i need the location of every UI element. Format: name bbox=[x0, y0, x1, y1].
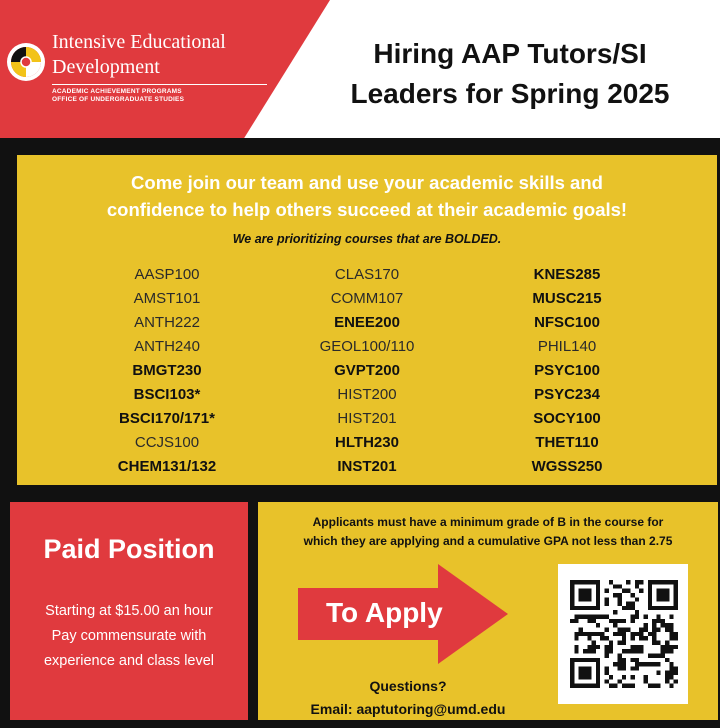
umd-seal-icon bbox=[6, 42, 46, 82]
pay-note-line1: Pay commensurate with bbox=[51, 628, 207, 644]
qr-code-icon[interactable] bbox=[570, 580, 678, 688]
course-item: BSCI170/171* bbox=[119, 410, 215, 427]
org-sub-line2: OFFICE OF UNDERGRADUATE STUDIES bbox=[52, 96, 185, 103]
intro-line1: Come join our team and use your academic skills and bbox=[131, 172, 603, 193]
headline-line1: Hiring AAP Tutors/SI bbox=[373, 38, 647, 69]
courses-panel bbox=[17, 155, 717, 485]
to-apply-label: To Apply bbox=[326, 597, 443, 628]
course-item: PHIL140 bbox=[537, 338, 597, 355]
course-item: AMST101 bbox=[133, 290, 201, 307]
org-sub-line1: ACADEMIC ACHIEVEMENT PROGRAMS bbox=[52, 88, 182, 95]
course-item: PSYC234 bbox=[534, 386, 600, 403]
course-item: ENEE200 bbox=[334, 314, 400, 331]
course-item: GEOL100/110 bbox=[319, 338, 415, 355]
org-name bbox=[52, 30, 282, 80]
requirements-line1: Applicants must have a minimum grade of B in the course for bbox=[312, 515, 664, 529]
org-subtitle bbox=[52, 88, 267, 104]
course-item: BSCI103* bbox=[133, 386, 201, 403]
course-item: HIST201 bbox=[337, 410, 397, 427]
course-item: CLAS170 bbox=[334, 266, 400, 283]
intro-text bbox=[17, 169, 717, 223]
course-item: NFSC100 bbox=[534, 314, 600, 331]
priority-note: We are prioritizing courses that are BOLDED. bbox=[232, 232, 502, 246]
intro-line2: confidence to help others succeed at their academic goals! bbox=[106, 199, 628, 220]
course-item: CHEM131/132 bbox=[117, 458, 217, 475]
course-item: ANTH240 bbox=[134, 338, 200, 355]
pay-note-line2: experience and class level bbox=[43, 653, 215, 669]
course-item: AASP100 bbox=[134, 266, 200, 283]
org-name-line2: Development bbox=[52, 56, 160, 78]
qr-code-frame[interactable] bbox=[558, 564, 688, 704]
header-banner bbox=[0, 0, 720, 138]
pay-rate: Starting at $15.00 an hour bbox=[45, 603, 213, 619]
page-title bbox=[300, 34, 720, 114]
apply-box bbox=[258, 502, 718, 720]
course-item: HLTH230 bbox=[335, 434, 399, 451]
course-item: INST201 bbox=[337, 458, 397, 475]
contact-info bbox=[258, 675, 558, 721]
questions-label: Questions? bbox=[369, 678, 447, 694]
course-item: KNES285 bbox=[533, 266, 601, 283]
course-item: COMM107 bbox=[330, 290, 404, 307]
course-column-3 bbox=[467, 263, 667, 479]
requirements-line2: which they are applying and a cumulative GPA not less than 2.75 bbox=[303, 534, 673, 548]
paid-position-box bbox=[10, 502, 248, 720]
course-column-1 bbox=[67, 263, 267, 479]
course-item: CCJS100 bbox=[134, 434, 200, 451]
course-item: THET110 bbox=[535, 434, 599, 451]
requirements-text bbox=[258, 513, 718, 551]
course-column-2 bbox=[267, 263, 467, 479]
course-item: SOCY100 bbox=[533, 410, 601, 427]
contact-email[interactable]: Email: aaptutoring@umd.edu bbox=[310, 701, 506, 717]
course-item: ANTH222 bbox=[134, 314, 200, 331]
course-item: PSYC100 bbox=[534, 362, 600, 379]
org-divider bbox=[52, 84, 267, 85]
course-item: HIST200 bbox=[337, 386, 397, 403]
paid-position-title: Paid Position bbox=[43, 534, 215, 564]
course-item: WGSS250 bbox=[531, 458, 603, 475]
org-name-line1: Intensive Educational bbox=[52, 31, 226, 53]
headline-line2: Leaders for Spring 2025 bbox=[350, 78, 670, 109]
course-item: GVPT200 bbox=[334, 362, 400, 379]
course-item: MUSC215 bbox=[532, 290, 602, 307]
course-item: BMGT230 bbox=[132, 362, 202, 379]
